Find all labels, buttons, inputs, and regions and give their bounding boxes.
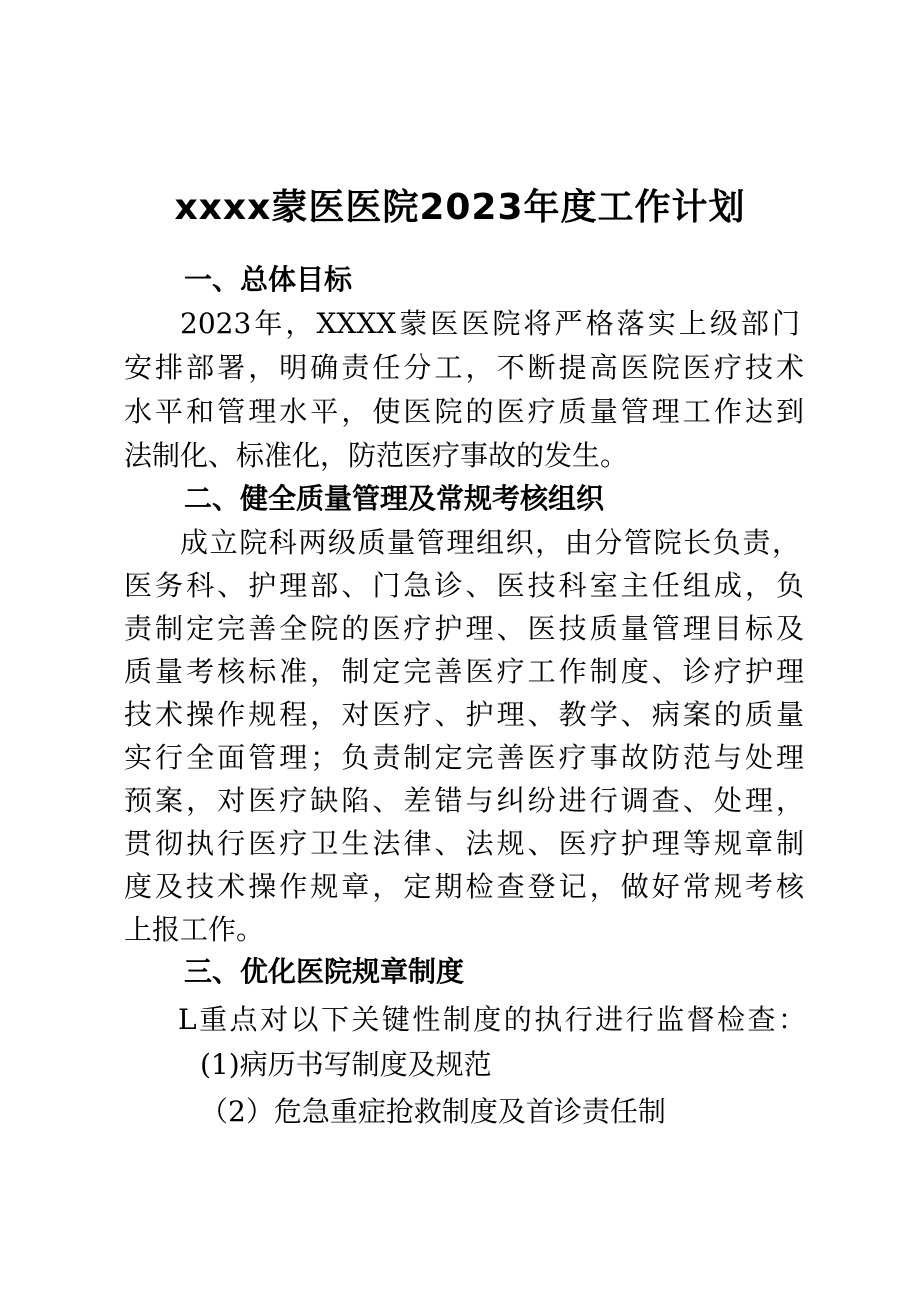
paragraph-line: 成立院科两级质量管理组织，由分管院长负责，: [180, 526, 800, 559]
paragraph-line: 医务科、护理部、门急诊、医技科室主任组成，负: [124, 569, 804, 602]
paragraph-line: 法制化、标准化，防范医疗事故的发生。: [124, 439, 629, 472]
paragraph-line: 技术操作规程，对医疗、护理、教学、病案的质量: [124, 698, 804, 731]
section-heading-regulations: 三、优化医院规章制度: [184, 955, 465, 988]
paragraph-line: 责制定完善全院的医疗护理、医技质量管理目标及: [124, 612, 804, 645]
paragraph-line: L重点对以下关键性制度的执行进行监督检查：: [178, 1003, 806, 1036]
list-item: （2）危急重症抢救制度及首诊责任制: [200, 1095, 666, 1128]
list-item: (1)病历书写制度及规范: [200, 1048, 492, 1081]
section-heading-overall-goal: 一、总体目标: [184, 263, 353, 296]
document-title: xxxx蒙医医院2023年度工作计划: [174, 187, 746, 228]
paragraph-line: 贯彻执行医疗卫生法律、法规、医疗护理等规章制: [124, 827, 804, 860]
paragraph-line: 安排部署，明确责任分工，不断提高医院医疗技术: [124, 351, 804, 384]
paragraph-line: 预案，对医疗缺陷、差错与纠纷进行调查、处理，: [124, 784, 804, 817]
paragraph-line: 上报工作。: [124, 913, 265, 946]
paragraph-line: 实行全面管理；负责制定完善医疗事故防范与处理: [124, 741, 804, 774]
section-heading-quality-management: 二、健全质量管理及常规考核组织: [184, 482, 605, 515]
paragraph-line: 2023年，XXXX蒙医医院将严格落实上级部门: [180, 307, 800, 340]
paragraph-line: 质量考核标准，制定完善医疗工作制度、诊疗护理: [124, 655, 804, 688]
paragraph-line: 度及技术操作规章，定期检查登记，做好常规考核: [124, 870, 804, 903]
paragraph-line: 水平和管理水平，使医院的医疗质量管理工作达到: [124, 395, 804, 428]
